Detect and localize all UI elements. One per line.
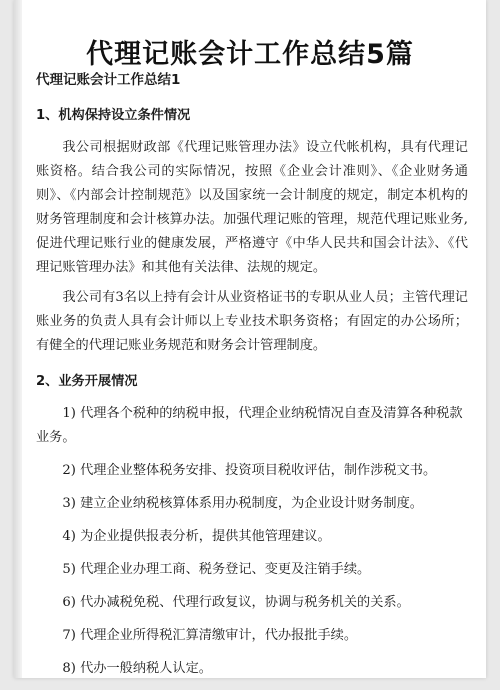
document-body <box>36 68 468 690</box>
list-item: 6) 代办减税免税、代理行政复议，协调与税务机关的关系。 <box>62 595 410 610</box>
list-item: 1) 代理各个税种的纳税申报，代理企业纳税情况自查及清算各种税款业务。 <box>36 406 463 445</box>
list-item: 5) 代理企业办理工商、税务登记、变更及注销手续。 <box>62 562 371 577</box>
paragraph: 我公司有3名以上持有会计从业资格证书的专职从业人员；主管代理记账业务的负责人具有会计师以上专业技术职务资格；有固定的办公场所；有健全的代理记账业务规范和财务会计管理制度。 <box>36 290 468 353</box>
list-item: 8) 代办一般纳税人认定。 <box>62 661 212 676</box>
list-item: 3) 建立企业纳税核算体系用办税制度，为企业设计财务制度。 <box>62 496 423 511</box>
section-heading: 1、机构保持设立条件情况 <box>36 108 191 123</box>
document-title: 代理记账会计工作总结5篇 <box>86 39 414 70</box>
section-heading: 2、业务开展情况 <box>36 374 138 389</box>
page-fold-shadow <box>14 0 22 678</box>
list-item: 4) 为企业提供报表分析，提供其他管理建议。 <box>62 529 331 544</box>
list-item: 2) 代理企业整体税务安排、投资项目税收评估，制作涉税文书。 <box>62 463 437 478</box>
paragraph: 我公司根据财政部《代理记账管理办法》设立代帐机构，具有代理记账资格。结合我公司的实际情况，按照《企业会计准则》、《企业财务通则》、《内部会计控制规范》以及国家统一会计制度的规定，制定本机构的财务管理制度和会计核算办法。加强代理记账的管理，规范代理记账业务,促进代理记账行业的健康发展，严格遵守《中华人民共和国会计法》、《代理记账管理办法》和其他有关法律、法规的规定。 <box>36 140 468 275</box>
document-page <box>14 0 486 678</box>
list-item: 7) 代理企业所得税汇算清缴审计，代办报批手续。 <box>62 628 358 643</box>
document-subtitle: 代理记账会计工作总结1 <box>36 72 181 88</box>
